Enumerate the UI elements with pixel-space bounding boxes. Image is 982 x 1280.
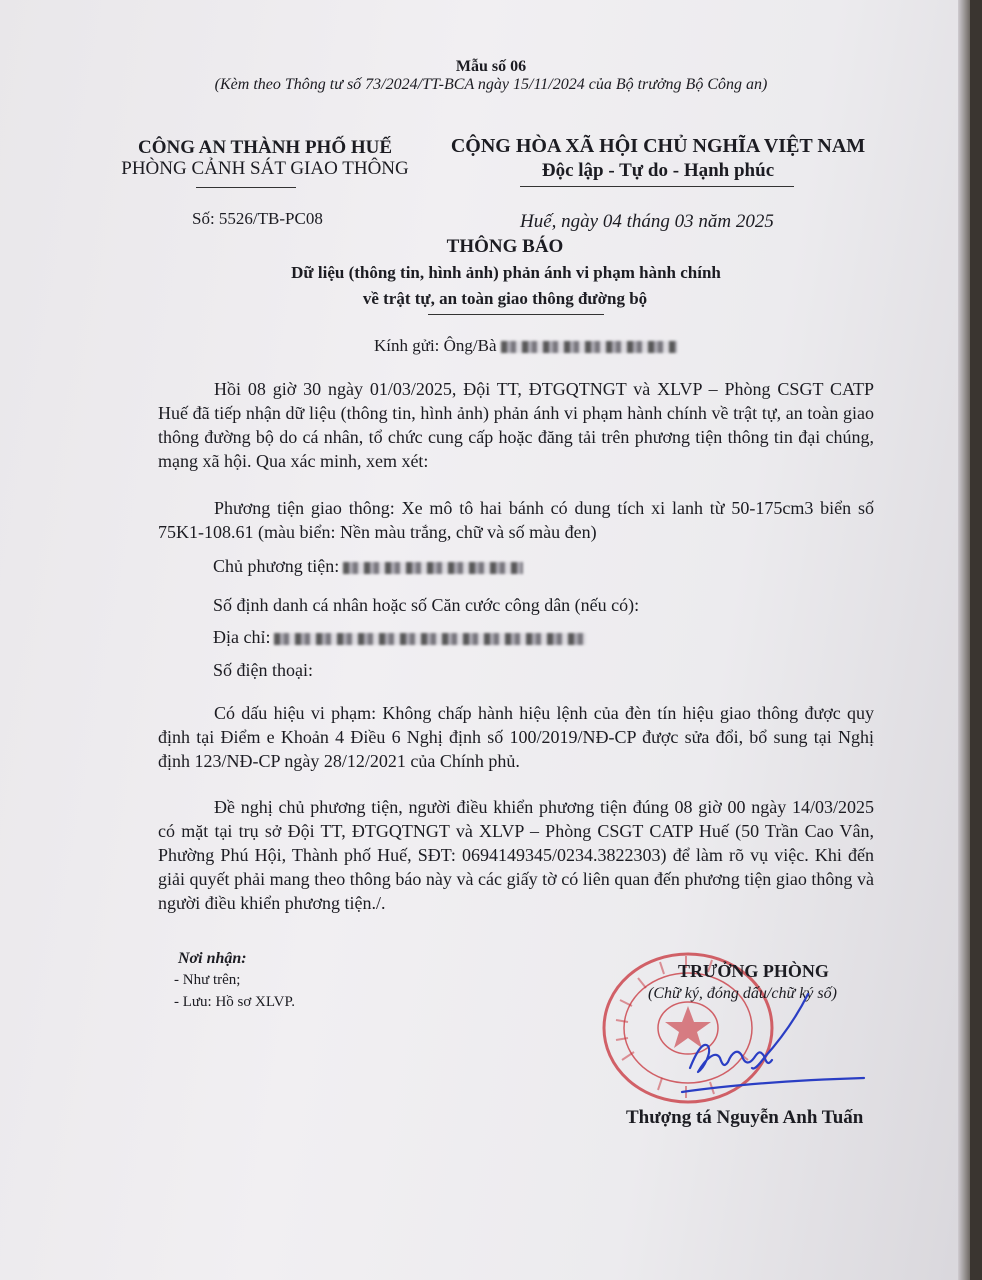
recipients-list-item: - Lưu: Hồ sơ XLVP. xyxy=(174,994,295,1010)
phone-line: Số điện thoại: xyxy=(213,660,313,680)
vehicle-paragraph: Phương tiện giao thông: Xe mô tô hai bánh có dung tích xi lanh từ 50-175cm3 biển số 75K1-108.61 (màu biển: Nền màu trắng, chữ và số màu đen) xyxy=(158,498,874,542)
motto-divider xyxy=(520,186,794,187)
form-number: Mẫu số 06 xyxy=(455,58,527,75)
intro-paragraph: Hồi 08 giờ 30 ngày 01/03/2025, Đội TT, ĐTGQTNGT và XLVP – Phòng CSGT CATP Huế đã tiếp nhận dữ liệu (thông tin, hình ảnh) phản ánh vi phạm hành chính về trật tự, an toàn giao thông đường bộ do cá nhân, tổ chức cung cấp hoặc đăng tải trên phương tiện thông tin đại chúng, mạng xã hội. Qua xác minh, xem xét: xyxy=(158,379,874,471)
nation-name: CỘNG HÒA XÃ HỘI CHỦ NGHĨA VIỆT NAM xyxy=(450,135,866,157)
id-number-line: Số định danh cá nhân hoặc số Căn cước công dân (nếu có): xyxy=(213,595,640,615)
signatory-title: TRƯỞNG PHÒNG xyxy=(678,961,829,981)
owner-label: Chủ phương tiện: xyxy=(213,556,340,576)
redacted-address xyxy=(274,633,586,645)
agency-divider xyxy=(196,187,296,188)
national-motto: Độc lập - Tự do - Hạnh phúc xyxy=(541,160,775,181)
address-label: Địa chỉ: xyxy=(213,627,271,647)
document-subtitle-line1: Dữ liệu (thông tin, hình ảnh) phản ánh vi phạm hành chính xyxy=(291,263,721,282)
recipients-list-item: - Như trên; xyxy=(174,972,241,988)
place-and-date: Huế, ngày 04 tháng 03 năm 2025 xyxy=(520,211,774,232)
owner-line xyxy=(213,556,523,577)
violation-paragraph: Có dấu hiệu vi phạm: Không chấp hành hiệu lệnh của đèn tín hiệu giao thông được quy định tại Điểm e Khoản 4 Điều 6 Nghị định số 100/2019/NĐ-CP được sửa đổi, bổ sung tại Nghị định 123/NĐ-CP ngày 28/12/2021 của Chính phủ. xyxy=(158,703,874,771)
document-subtitle-line2: về trật tự, an toàn giao thông đường bộ xyxy=(362,289,648,308)
recipient-line xyxy=(374,336,677,356)
page-edge-shadow xyxy=(958,0,970,1280)
request-paragraph: Đề nghị chủ phương tiện, người điều khiển phương tiện đúng 08 giờ 00 ngày 14/03/2025 có mặt tại trụ sở Đội TT, ĐTGQTNGT và XLVP – Phòng CSGT CATP Huế (50 Trần Cao Vân, Phường Phú Hội, Thành phố Huế, SĐT: 0694149345/0234.3822303) để làm rõ vụ việc. Khi đến giải quyết phải mang theo thông báo này và các giấy tờ có liên quan đến phương tiện giao thông và người điều khiển phương tiện./. xyxy=(158,797,874,913)
document-number: Số: 5526/TB-PC08 xyxy=(192,209,323,228)
signature-note: (Chữ ký, đóng dấu/chữ ký số) xyxy=(648,985,837,1002)
signer-name: Thượng tá Nguyễn Anh Tuấn xyxy=(626,1107,864,1128)
redacted-owner-name xyxy=(343,562,523,574)
handwritten-signature-icon xyxy=(668,988,878,1096)
recipient-label: Kính gửi: Ông/Bà xyxy=(374,336,497,355)
issuing-department: PHÒNG CẢNH SÁT GIAO THÔNG xyxy=(121,158,409,179)
form-reference: (Kèm theo Thông tư số 73/2024/TT-BCA ngày 15/11/2024 của Bộ trưởng Bộ Công an) xyxy=(214,76,768,93)
recipients-list-title: Nơi nhận: xyxy=(178,950,247,967)
address-line xyxy=(213,627,586,648)
subtitle-divider xyxy=(428,314,604,315)
issuing-agency: CÔNG AN THÀNH PHỐ HUẾ xyxy=(137,137,393,158)
redacted-recipient-name xyxy=(501,341,677,353)
document-title: THÔNG BÁO xyxy=(446,236,564,257)
